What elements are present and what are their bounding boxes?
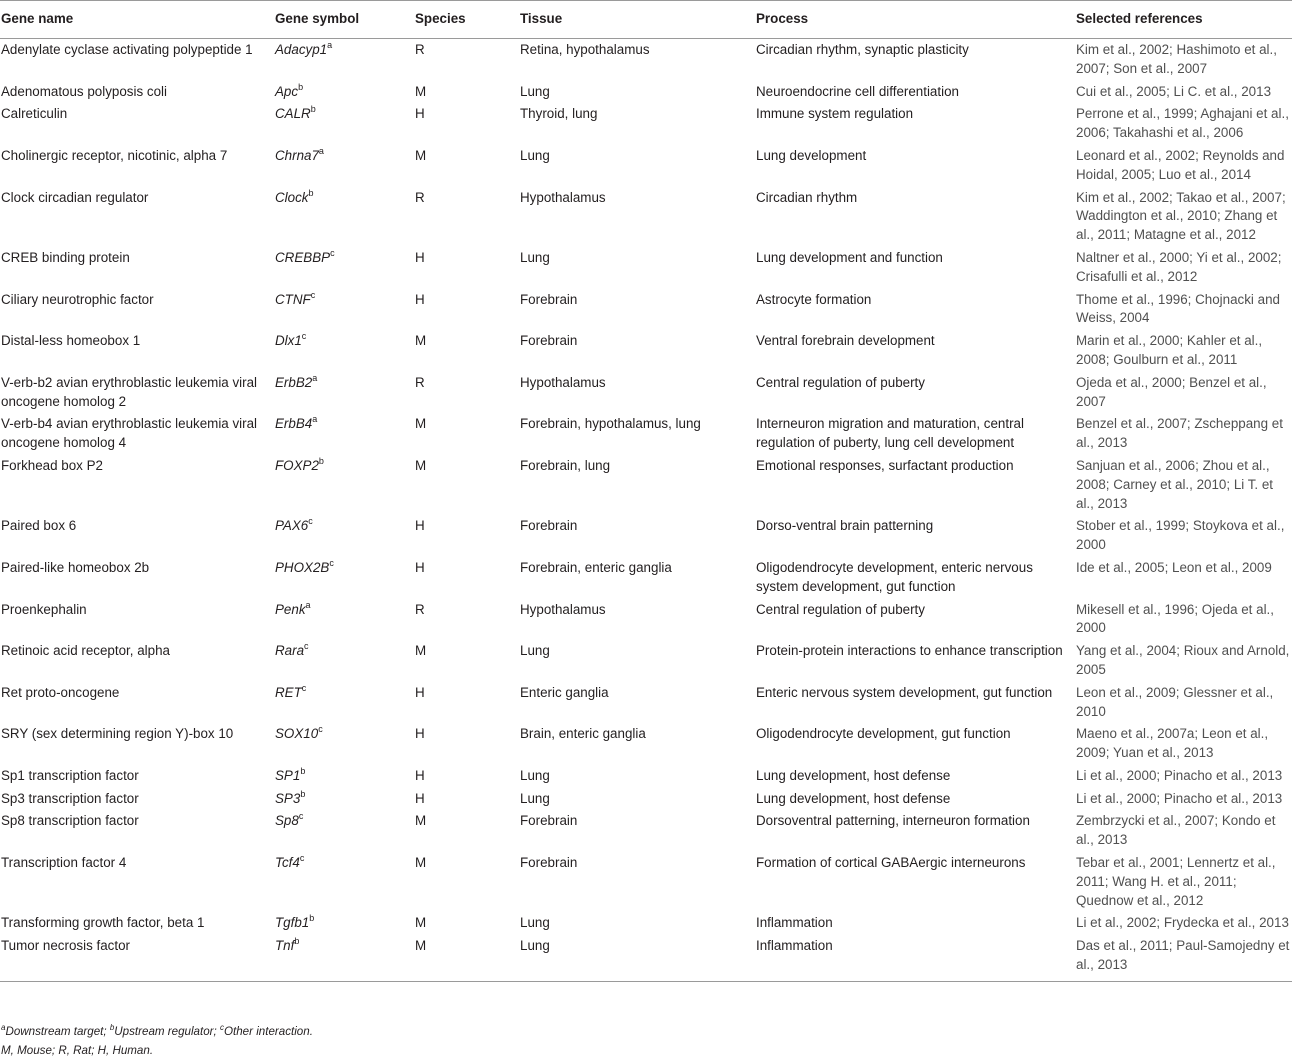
gene-symbol-text: PHOX2B <box>275 559 330 575</box>
gene-symbol-text: Sp8 <box>275 813 299 829</box>
cell-gene-symbol <box>275 810 415 852</box>
cell-gene-symbol <box>275 39 415 81</box>
interaction-type-mark: b <box>300 765 306 776</box>
cell-process: Lung development and function <box>756 249 943 265</box>
cell-references: Ojeda et al., 2000; Benzel et al., 2007 <box>1076 374 1267 409</box>
cell-gene-symbol <box>275 81 415 104</box>
cell-tissue: Hypothalamus <box>520 601 606 617</box>
cell-references: Tebar et al., 2001; Lennertz et al., 2011; Wang H. et al., 2011; Quednow et al., 2012 <box>1076 855 1276 908</box>
gene-symbol-text: SP1 <box>275 767 301 783</box>
table-row <box>0 330 1292 372</box>
gene-symbol-text: Clock <box>275 189 309 205</box>
cell-process: Inflammation <box>756 935 1076 981</box>
gene-symbol-text: Dlx1 <box>275 333 302 349</box>
cell-tissue: Lung <box>520 83 550 99</box>
cell-gene-name: V-erb-b4 avian erythroblastic leukemia viral oncogene homolog 4 <box>1 416 258 451</box>
interaction-type-mark: c <box>330 247 335 258</box>
table-row <box>0 413 1292 455</box>
cell-references: Li et al., 2000; Pinacho et al., 2013 <box>1076 767 1283 783</box>
header-gene-symbol: Gene symbol <box>275 1 415 39</box>
cell-gene-name: Retinoic acid receptor, alpha <box>1 643 170 659</box>
cell-species: M <box>415 416 427 432</box>
cell-gene-name: Distal-less homeobox 1 <box>1 333 141 349</box>
cell-process: Immune system regulation <box>756 106 914 122</box>
cell-references: Li et al., 2000; Pinacho et al., 2013 <box>1076 790 1283 806</box>
cell-species: R <box>415 189 425 205</box>
cell-gene-symbol <box>275 187 415 247</box>
cell-gene-name: SRY (sex determining region Y)-box 10 <box>1 726 234 742</box>
cell-process: Circadian rhythm <box>756 189 858 205</box>
cell-references: Kim et al., 2002; Takao et al., 2007; Waddington et al., 2010; Zhang et al., 2011; Matagne et al., 2012 <box>1076 189 1286 243</box>
cell-references: Perrone et al., 1999; Aghajani et al., 2006; Takahashi et al., 2006 <box>1076 106 1289 141</box>
gene-symbol-text: ErbB4 <box>275 416 313 432</box>
gene-symbol-text: PAX6 <box>275 518 309 534</box>
cell-gene-symbol <box>275 935 415 981</box>
cell-process: Dorsoventral patterning, interneuron formation <box>756 813 1030 829</box>
table-row <box>0 145 1292 187</box>
header-species: Species <box>415 1 520 39</box>
cell-references: Thome et al., 1996; Chojnacki and Weiss, 2004 <box>1076 291 1280 326</box>
cell-species: M <box>415 813 427 829</box>
cell-gene-symbol <box>275 723 415 765</box>
cell-gene-name: Transforming growth factor, beta 1 <box>1 915 205 931</box>
cell-tissue: Lung <box>520 643 550 659</box>
cell-gene-name: Sp1 transcription factor <box>1 767 139 783</box>
cell-tissue: Forebrain <box>520 333 578 349</box>
cell-tissue: Forebrain <box>520 813 578 829</box>
cell-process: Circadian rhythm, synaptic plasticity <box>756 42 969 57</box>
cell-gene-symbol <box>275 912 415 935</box>
footnote-text-a: Downstream target; <box>5 1025 110 1038</box>
cell-process: Astrocyte formation <box>756 291 872 307</box>
cell-tissue: Brain, enteric ganglia <box>520 726 646 742</box>
cell-tissue: Forebrain, hypothalamus, lung <box>520 416 701 432</box>
table-body <box>0 39 1292 982</box>
gene-symbol-text: Adacyp1 <box>275 42 328 57</box>
cell-references: Maeno et al., 2007a; Leon et al., 2009; Yuan et al., 2013 <box>1076 726 1269 761</box>
interaction-type-mark: c <box>299 853 305 864</box>
cell-gene-symbol <box>275 247 415 289</box>
cell-process: Lung development, host defense <box>756 790 951 806</box>
cell-gene-symbol <box>275 289 415 331</box>
cell-gene-name: Transcription factor 4 <box>1 855 127 871</box>
cell-gene-name: Calreticulin <box>1 106 68 122</box>
interaction-type-mark: b <box>294 936 300 947</box>
cell-gene-symbol <box>275 765 415 788</box>
footnote-mark-b: b <box>109 1023 115 1032</box>
footnote-mark-a: a <box>1 1023 6 1032</box>
cell-species: R <box>415 601 425 617</box>
table-row <box>0 81 1292 104</box>
cell-process: Oligodendrocyte development, gut function <box>756 726 1011 742</box>
interaction-type-mark: c <box>304 641 309 652</box>
table-row <box>0 599 1292 641</box>
interaction-type-mark: c <box>329 557 334 568</box>
cell-tissue: Thyroid, lung <box>520 106 598 122</box>
cell-gene-name: Adenylate cyclase activating polypeptide 1 <box>1 42 253 57</box>
gene-symbol-text: ErbB2 <box>275 374 313 390</box>
table-row <box>0 103 1292 145</box>
cell-references: Zembrzycki et al., 2007; Kondo et al., 2013 <box>1076 813 1276 848</box>
cell-references: Marin et al., 2000; Kahler et al., 2008; Goulburn et al., 2011 <box>1076 333 1263 367</box>
gene-symbol-text: FOXP2 <box>275 457 319 473</box>
cell-gene-symbol <box>275 103 415 145</box>
cell-species: M <box>415 147 427 163</box>
table-row <box>0 39 1292 81</box>
cell-references: Mikesell et al., 1996; Ojeda et al., 2000 <box>1076 601 1274 636</box>
interaction-type-mark: b <box>300 788 306 799</box>
cell-gene-name: Sp8 transcription factor <box>1 813 139 829</box>
cell-species: H <box>415 249 425 265</box>
header-row <box>0 1 1292 39</box>
cell-process: Neuroendocrine cell differentiation <box>756 83 959 99</box>
cell-species: R <box>415 42 425 57</box>
cell-gene-symbol <box>275 330 415 372</box>
cell-gene-name: Paired-like homeobox 2b <box>1 559 150 575</box>
interaction-type-mark: a <box>327 40 333 50</box>
gene-symbol-text: Tnf <box>275 938 295 954</box>
gene-symbol-text: CTNF <box>275 291 311 307</box>
header-tissue: Tissue <box>520 1 756 39</box>
gene-symbol-text: Tcf4 <box>275 855 300 871</box>
gene-symbol-text: SOX10 <box>275 726 319 742</box>
cell-process: Lung development <box>756 147 867 163</box>
cell-gene-name: Paired box 6 <box>1 518 77 534</box>
cell-gene-symbol <box>275 372 415 414</box>
cell-species: M <box>415 915 427 931</box>
cell-references: Stober et al., 1999; Stoykova et al., 2000 <box>1076 518 1285 553</box>
cell-process: Interneuron migration and maturation, central regulation of puberty, lung cell development <box>756 416 1024 451</box>
interaction-type-mark: b <box>318 455 324 466</box>
interaction-type-mark: a <box>305 599 311 610</box>
cell-process: Central regulation of puberty <box>756 601 925 617</box>
cell-species: M <box>415 855 427 871</box>
cell-gene-symbol <box>275 557 415 599</box>
header-process: Process <box>756 1 1076 39</box>
gene-symbol-text: RET <box>275 684 302 700</box>
cell-gene-symbol <box>275 599 415 641</box>
gene-symbol-text: Chrna7 <box>275 147 319 163</box>
cell-gene-symbol <box>275 788 415 811</box>
cell-gene-name: Sp3 transcription factor <box>1 790 139 806</box>
footnote-text-b: Upstream regulator; <box>114 1025 220 1038</box>
table-row <box>0 788 1292 811</box>
footnote-species-key: M, Mouse; R, Rat; H, Human. <box>1 1044 154 1057</box>
interaction-type-mark: c <box>318 724 323 735</box>
cell-tissue: Lung <box>520 915 550 931</box>
gene-symbol-text: SP3 <box>275 790 301 806</box>
cell-species: M <box>415 83 427 99</box>
table-row <box>0 289 1292 331</box>
gene-symbol-text: CREBBP <box>275 249 331 265</box>
cell-tissue: Lung <box>520 147 550 163</box>
cell-gene-name: Adenomatous polyposis coli <box>1 83 167 99</box>
cell-species: H <box>415 106 425 122</box>
cell-process: Ventral forebrain development <box>756 333 935 349</box>
cell-references: Benzel et al., 2007; Zscheppang et al., 2013 <box>1076 416 1283 451</box>
cell-species: H <box>415 790 425 806</box>
cell-gene-symbol <box>275 413 415 455</box>
cell-tissue: Forebrain <box>520 291 578 307</box>
table-row <box>0 912 1292 935</box>
cell-gene-symbol <box>275 515 415 557</box>
gene-symbol-text: Apc <box>275 83 299 99</box>
cell-gene-name: V-erb-b2 avian erythroblastic leukemia viral oncogene homolog 2 <box>1 374 258 409</box>
cell-species: H <box>415 559 425 575</box>
cell-species: M <box>415 643 427 659</box>
cell-gene-name: Clock circadian regulator <box>1 189 149 205</box>
interaction-type-mark: a <box>312 414 318 425</box>
cell-process: Emotional responses, surfactant production <box>756 457 1014 473</box>
cell-process: Inflammation <box>756 915 833 931</box>
cell-gene-symbol <box>275 640 415 682</box>
cell-species: H <box>415 726 425 742</box>
cell-references: Cui et al., 2005; Li C. et al., 2013 <box>1076 83 1272 99</box>
cell-process: Formation of cortical GABAergic interneurons <box>756 855 1026 871</box>
cell-tissue: Enteric ganglia <box>520 684 609 700</box>
interaction-type-mark: c <box>310 289 316 300</box>
header-gene-name: Gene name <box>0 1 275 39</box>
interaction-type-mark: b <box>309 913 315 924</box>
table-row <box>0 455 1292 515</box>
gene-symbol-text: CALR <box>275 106 311 122</box>
cell-species: H <box>415 767 425 783</box>
cell-species: M <box>415 457 427 473</box>
cell-gene-name: CREB binding protein <box>1 249 130 265</box>
table-row <box>0 557 1292 599</box>
cell-references: Li et al., 2002; Frydecka et al., 2013 <box>1076 915 1289 931</box>
footnote-mark-c: c <box>219 1023 224 1032</box>
cell-tissue: Forebrain <box>520 518 578 534</box>
cell-tissue: Forebrain, enteric ganglia <box>520 559 672 575</box>
cell-references: Das et al., 2011; Paul-Samojedny et al., 2013 <box>1076 935 1292 981</box>
cell-species: H <box>415 684 425 700</box>
footnote-text-c: Other interaction. <box>223 1025 313 1038</box>
table-row <box>0 515 1292 557</box>
cell-gene-symbol <box>275 682 415 724</box>
cell-gene-name: Tumor necrosis factor <box>0 935 275 981</box>
cell-species: H <box>415 291 425 307</box>
gene-symbol-text: Tgfb1 <box>275 915 310 931</box>
cell-tissue: Lung <box>520 249 550 265</box>
table-row <box>0 935 1292 981</box>
cell-gene-name: Cholinergic receptor, nicotinic, alpha 7 <box>1 147 228 163</box>
interaction-type-mark: c <box>301 682 307 693</box>
footnote-legend <box>1 1022 313 1041</box>
interaction-type-mark: b <box>298 81 304 92</box>
cell-references: Leon et al., 2009; Glessner et al., 2010 <box>1076 684 1274 719</box>
table-row <box>0 852 1292 912</box>
gene-symbol-text: Penk <box>275 601 306 617</box>
cell-tissue: Hypothalamus <box>520 374 606 390</box>
cell-species: M <box>415 935 520 981</box>
interaction-type-mark: c <box>308 516 313 527</box>
cell-process: Dorso-ventral brain patterning <box>756 518 934 534</box>
header-selected-references: Selected references <box>1076 1 1292 39</box>
gene-symbol-text: Rara <box>275 643 305 659</box>
cell-species: M <box>415 333 427 349</box>
interaction-type-mark: a <box>318 145 324 156</box>
cell-gene-name: Ret proto-oncogene <box>1 684 120 700</box>
table-row <box>0 810 1292 852</box>
cell-tissue: Forebrain, lung <box>520 457 611 473</box>
interaction-type-mark: a <box>312 372 318 383</box>
cell-references: Yang et al., 2004; Rioux and Arnold, 2005 <box>1076 643 1290 677</box>
interaction-type-mark: b <box>308 187 314 198</box>
interaction-type-mark: c <box>301 331 307 342</box>
cell-gene-name: Ciliary neurotrophic factor <box>1 291 154 307</box>
cell-gene-symbol <box>275 455 415 515</box>
cell-gene-symbol <box>275 145 415 187</box>
cell-tissue: Hypothalamus <box>520 189 606 205</box>
cell-references: Leonard et al., 2002; Reynolds and Hoidal, 2005; Luo et al., 2014 <box>1076 147 1285 182</box>
table-row <box>0 723 1292 765</box>
cell-tissue: Lung <box>520 790 550 806</box>
cell-process: Central regulation of puberty <box>756 374 925 390</box>
cell-references: Sanjuan et al., 2006; Zhou et al., 2008; Carney et al., 2010; Li T. et al., 2013 <box>1076 457 1274 511</box>
cell-tissue: Lung <box>520 935 756 981</box>
cell-gene-symbol <box>275 852 415 912</box>
cell-gene-name: Proenkephalin <box>1 601 87 617</box>
cell-references: Naltner et al., 2000; Yi et al., 2002; Crisafulli et al., 2012 <box>1076 249 1282 284</box>
cell-references: Ide et al., 2005; Leon et al., 2009 <box>1076 559 1272 575</box>
table-row <box>0 187 1292 247</box>
cell-gene-name: Forkhead box P2 <box>1 457 103 473</box>
cell-process: Oligodendrocyte development, enteric nervous system development, gut function <box>756 559 1033 594</box>
cell-tissue: Forebrain <box>520 855 578 871</box>
cell-process: Protein-protein interactions to enhance transcription <box>756 643 1063 659</box>
table-footnote <box>1 1022 313 1060</box>
cell-references: Kim et al., 2002; Hashimoto et al., 2007; Son et al., 2007 <box>1076 42 1277 76</box>
table-row <box>0 765 1292 788</box>
interaction-type-mark: b <box>310 104 316 115</box>
table-row <box>0 682 1292 724</box>
interaction-type-mark: c <box>298 811 304 822</box>
cell-process: Enteric nervous system development, gut function <box>756 684 1053 700</box>
table-row <box>0 640 1292 682</box>
cell-process: Lung development, host defense <box>756 767 951 783</box>
table-row <box>0 247 1292 289</box>
cell-species: H <box>415 518 425 534</box>
table-row <box>0 372 1292 414</box>
cell-species: R <box>415 374 425 390</box>
cell-tissue: Lung <box>520 767 550 783</box>
cell-tissue: Retina, hypothalamus <box>520 42 650 57</box>
